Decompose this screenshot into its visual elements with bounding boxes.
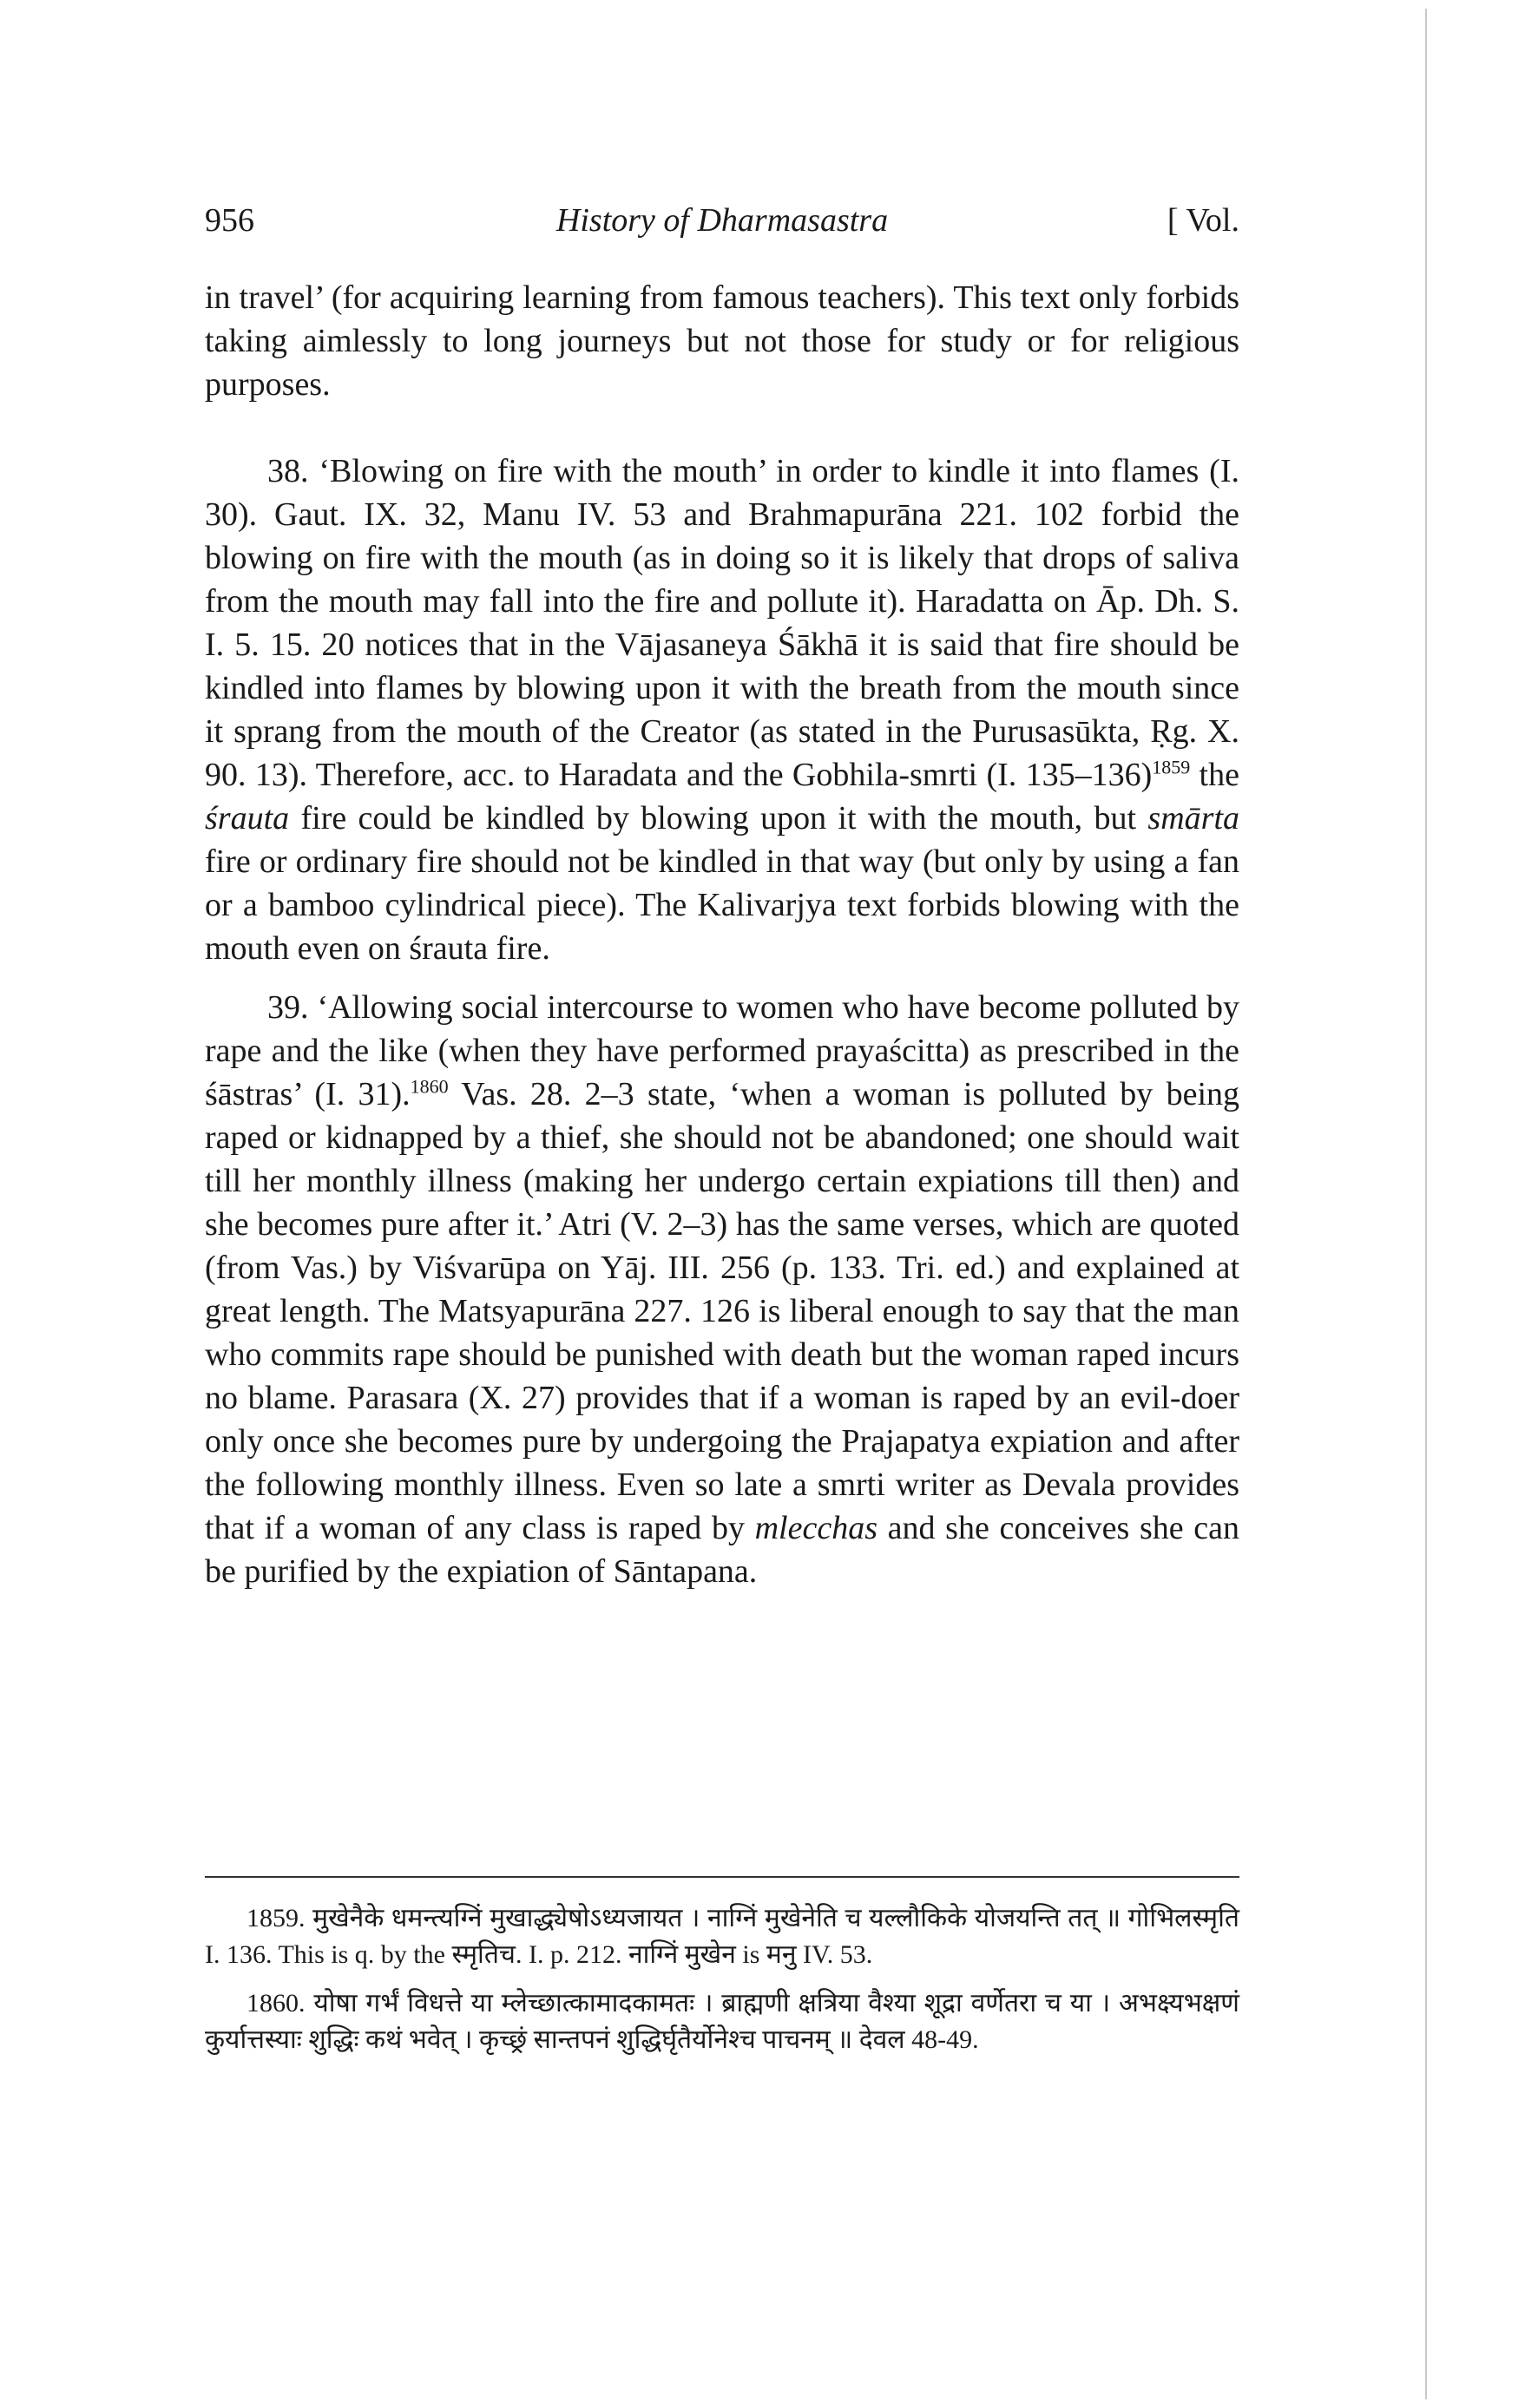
p39-italic-mlecchas: mlecchas: [754, 1510, 877, 1546]
volume-label: [ Vol.: [1167, 202, 1239, 239]
footnote-divider: [205, 1876, 1239, 1878]
paragraph-38: [205, 449, 1239, 970]
p38-italic-srauta: śrauta: [205, 800, 290, 837]
p38-italic-smarta: smārta: [1147, 800, 1239, 837]
footnote-ref-1859[interactable]: 1859: [1152, 756, 1191, 778]
footnote-1859: [205, 1900, 1239, 1973]
footnotes: [205, 1900, 1239, 2070]
footnote-ref-1860[interactable]: 1860: [410, 1075, 449, 1098]
footnote-1859-text: मुखेनैके धमन्त्यग्निं मुखाद्ध्येषोऽध्यजायत । नाग्निं मुखेनेति च यल्लौकिके योजयन्ति तत् ॥ गोभिलस्मृति I. 136. This is q. by the स्मृतिच. I. p. 212. नाग्निं मुखेन is मनु IV. 53.: [205, 1904, 1239, 1969]
footnote-1860-text: योषा गर्भं विधत्ते या म्लेच्छात्कामादकामतः । ब्राह्मणी क्षत्रिया वैश्या शूद्रा वर्णेतरा च या । अभक्ष्यभक्षणं कुर्यात्तस्याः शुद्धिः कथं भवेत् । कृच्छ्रं सान्तपनं शुद्धिर्घृतैर्योनेश्च पाचनम् ॥ देवल 48-49.: [205, 1989, 1239, 2054]
page-edge-line: [1425, 9, 1427, 2399]
footnote-1860-number: 1860.: [246, 1989, 306, 2018]
p38-text-d: fire or ordinary fire should not be kindled in that way (but only by using a fan or a bamboo cylindrical piece). The Kalivarjya text forbids blowing with the mouth even on śrauta fire.: [205, 843, 1239, 967]
page-number: 956: [205, 202, 254, 239]
p38-text-a: 38. ‘Blowing on fire with the mouth’ in order to kindle it into flames (I. 30). Gaut. IX. 32, Manu IV. 53 and Brahmapurāna 221. 102 forbid the blowing on fire with the mouth (as in doing so it is likely that drops of saliva from the mouth may fall into the fire and pollute it). Haradatta on Āp. Dh. S. I. 5. 15. 20 notices that in the Vājasaneya Śākhā it is said that fire should be kindled into flames by blowing upon it with the breath from the mouth since it sprang from the mouth of the Creator (as stated in the Purusasūkta, Ṛg. X. 90. 13). Therefore, acc. to Haradata and the Gobhila-smrti (I. 135–136): [205, 453, 1239, 793]
p38-text-c: fire could be kindled by blowing upon it with the mouth, but: [289, 800, 1148, 837]
footnote-1859-number: 1859.: [246, 1904, 306, 1932]
p39-text-b: Vas. 28. 2–3 state, ‘when a woman is polluted by being raped or kidnapped by a thief, she should not be abandoned; one should wait till her monthly illness (making her undergo certain expiations till then) and she becomes pure after it.’ Atri (V. 2–3) has the same verses, which are quoted (from Vas.) by Viśvarūpa on Yāj. III. 256 (p. 133. Tri. ed.) and explained at great length. The Matsyapurāna 227. 126 is liberal enough to say that the man who commits rape should be punished with death but the woman raped incurs no blame. Parasara (X. 27) provides that if a woman is raped by an evil-doer only once she becomes pure by undergoing the Prajapatya expiation and after the following monthly illness. Even so late a smrti writer as Devala provides that if a woman of any class is raped by: [205, 1076, 1239, 1546]
footnote-1860: [205, 1985, 1239, 2058]
main-text: [205, 276, 1239, 1593]
p39-text-c: and she conceives she can be purified by the expiation of Sāntapana.: [205, 1510, 1239, 1590]
paragraph-continuation: in travel’ (for acquiring learning from famous teachers). This text only forbids taking aimlessly to long journeys but not those for study or for religious purposes.: [205, 279, 1239, 403]
paragraph-39: [205, 986, 1239, 1593]
p38-text-b: the: [1190, 757, 1239, 793]
running-title: History of Dharmasastra: [555, 202, 889, 239]
p39-text-a: 39. ‘Allowing social intercourse to women who have become polluted by rape and the like (when they have performed prayaścitta) as prescribed in the śāstras’ (I. 31).: [205, 989, 1239, 1112]
page-header: [205, 201, 1239, 245]
